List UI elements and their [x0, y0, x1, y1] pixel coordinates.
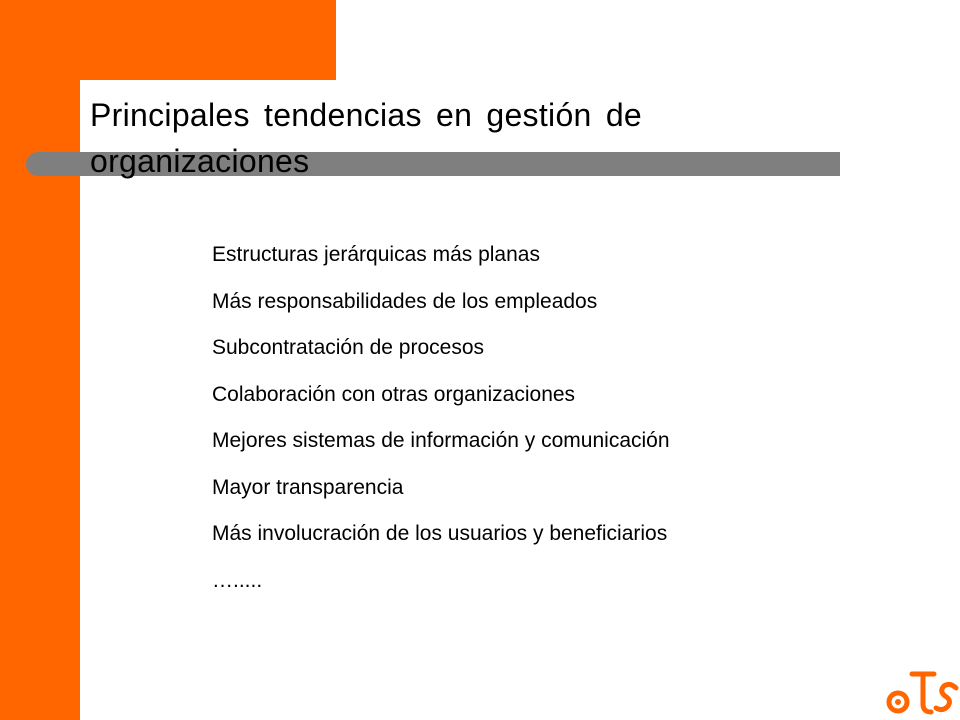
ots-logo-icon — [884, 660, 960, 720]
trends-list — [212, 232, 670, 604]
list-item: Estructuras jerárquicas más planas — [212, 243, 540, 266]
list-item: Mejores sistemas de información y comunicación — [212, 429, 670, 452]
slide-title: Principales tendencias en gestión de organizaciones — [90, 97, 643, 179]
list-item: Subcontratación de procesos — [212, 336, 485, 359]
orange-top-band — [80, 0, 336, 80]
list-item: Colaboración con otras organizaciones — [212, 382, 576, 406]
list-item: Mayor transparencia — [212, 475, 404, 499]
list-item: Más responsabilidades de los empleados — [212, 289, 598, 313]
list-item: Más involucración de los usuarios y beneficiarios — [212, 522, 668, 545]
orange-side-band — [0, 0, 80, 720]
list-item: …..... — [212, 568, 263, 592]
